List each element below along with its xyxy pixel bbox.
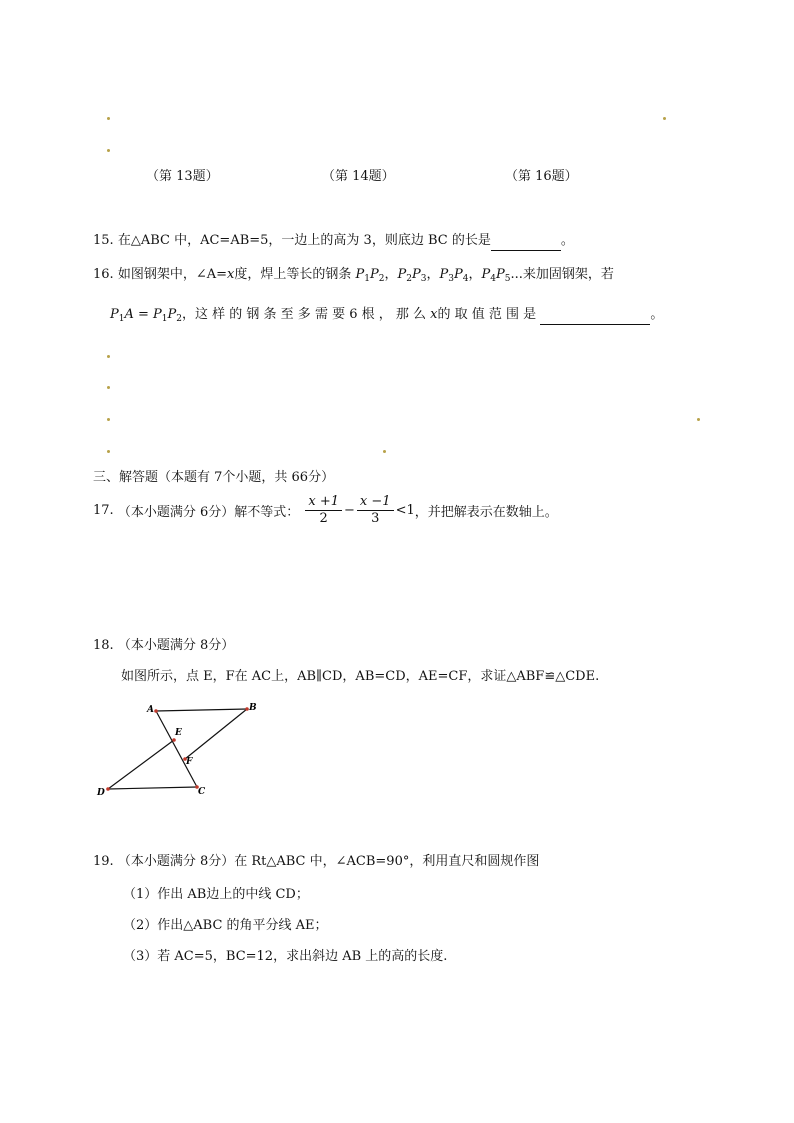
point-e (172, 738, 176, 742)
equation-p1a: $P_1A = P_1P_2$ (110, 307, 183, 324)
section-title: 三、解答题（本题有 7个小题，共 66分） (93, 470, 335, 485)
var-x: x (227, 267, 235, 282)
caption-q16: （第 16题） (505, 169, 578, 184)
question-text: ，并把解表示在数轴上。 (414, 505, 558, 520)
decor-dot (383, 450, 386, 453)
fraction-2: $\frac{x -1}{3}$ (357, 494, 394, 527)
decor-dot (107, 117, 110, 120)
segment-dc (108, 787, 197, 789)
label-d: D (97, 788, 105, 798)
label-c: C (198, 787, 206, 797)
segment-p3p4: $P_3P_4$ (439, 267, 469, 284)
decor-dot (107, 355, 110, 358)
question-number: 19. (93, 854, 114, 869)
question-text: 来加固钢架，若 (522, 267, 614, 282)
question-number: 17. (93, 503, 114, 518)
question-score: （本小题满分 8分） (117, 638, 235, 653)
question-text: 在△ABC 中，AC=AB=5，一边上的高为 3，则底边 BC 的长是 (117, 233, 491, 248)
label-a: A (147, 705, 154, 715)
caption-q13: （第 13题） (146, 169, 219, 184)
decor-dot (107, 418, 110, 421)
segment-p1p2: $P_1P_2$ (355, 267, 385, 284)
question-text: 的 取 值 范 围 是 (437, 307, 537, 322)
answer-blank (540, 309, 650, 325)
question-17 (93, 494, 558, 527)
decor-dot (107, 450, 110, 453)
answer-blank (491, 235, 561, 251)
decor-dot (107, 386, 110, 389)
segment-p4p5: $P_4P_5$ (481, 267, 511, 284)
question-end: 。 (650, 307, 664, 322)
segment-de (108, 740, 174, 789)
question-18-header (93, 634, 234, 653)
point-a (154, 709, 158, 713)
label-b: B (249, 703, 257, 713)
question-19-item-3: （3）若 AC=5，BC=12，求出斜边 AB 上的高的长度. (123, 949, 448, 964)
point-d (106, 787, 110, 791)
question-18-text: 如图所示，点 E，F在 AC上，AB∥CD，AB=CD，AE=CF，求证△ABF≌△CDE. (121, 669, 600, 684)
geometry-figure (92, 700, 272, 802)
question-number: 15. (93, 233, 114, 248)
question-text: 度，焊上等长的钢条 (234, 267, 352, 282)
question-number: 16. (93, 267, 114, 282)
inequality-rhs: <1 (395, 503, 415, 518)
decor-dot (107, 149, 110, 152)
fraction-1: $\frac{x +1}{2}$ (305, 494, 342, 527)
question-19 (93, 850, 539, 869)
segment-ab (156, 709, 247, 711)
question-text: 如图钢架中，∠A= (117, 267, 228, 282)
question-text: （本小题满分 8分）在 Rt△ABC 中，∠ACB=90°，利用直尺和圆规作图 (117, 854, 540, 869)
question-16-line1: 16. 如图钢架中，∠A=x度，焊上等长的钢条 $P_1P_2$，$P_2P_3$，$P_3P_4$，$P_4P_5$...来加固钢架，若 (93, 267, 614, 284)
label-e: E (175, 728, 182, 738)
label-f: F (186, 757, 193, 767)
question-16-line2 (110, 303, 663, 325)
var-x: x (430, 307, 438, 322)
question-text: ，这 样 的 钢 条 至 多 需 要 6 根 ， 那 么 (182, 307, 427, 322)
segment-p2p3: $P_2P_3$ (397, 267, 427, 284)
question-15 (93, 229, 574, 251)
question-number: 18. (93, 638, 114, 653)
segment-bf (185, 709, 247, 759)
question-text: （本小题满分 6分）解不等式： (117, 505, 300, 520)
decor-dot (663, 117, 666, 120)
question-end: 。 (560, 233, 574, 248)
minus-sign: − (344, 503, 355, 518)
question-19-item-1: （1）作出 AB边上的中线 CD； (123, 887, 309, 902)
question-19-item-2: （2）作出△ABC 的角平分线 AE； (123, 918, 328, 933)
decor-dot (697, 418, 700, 421)
caption-q14: （第 14题） (322, 169, 395, 184)
